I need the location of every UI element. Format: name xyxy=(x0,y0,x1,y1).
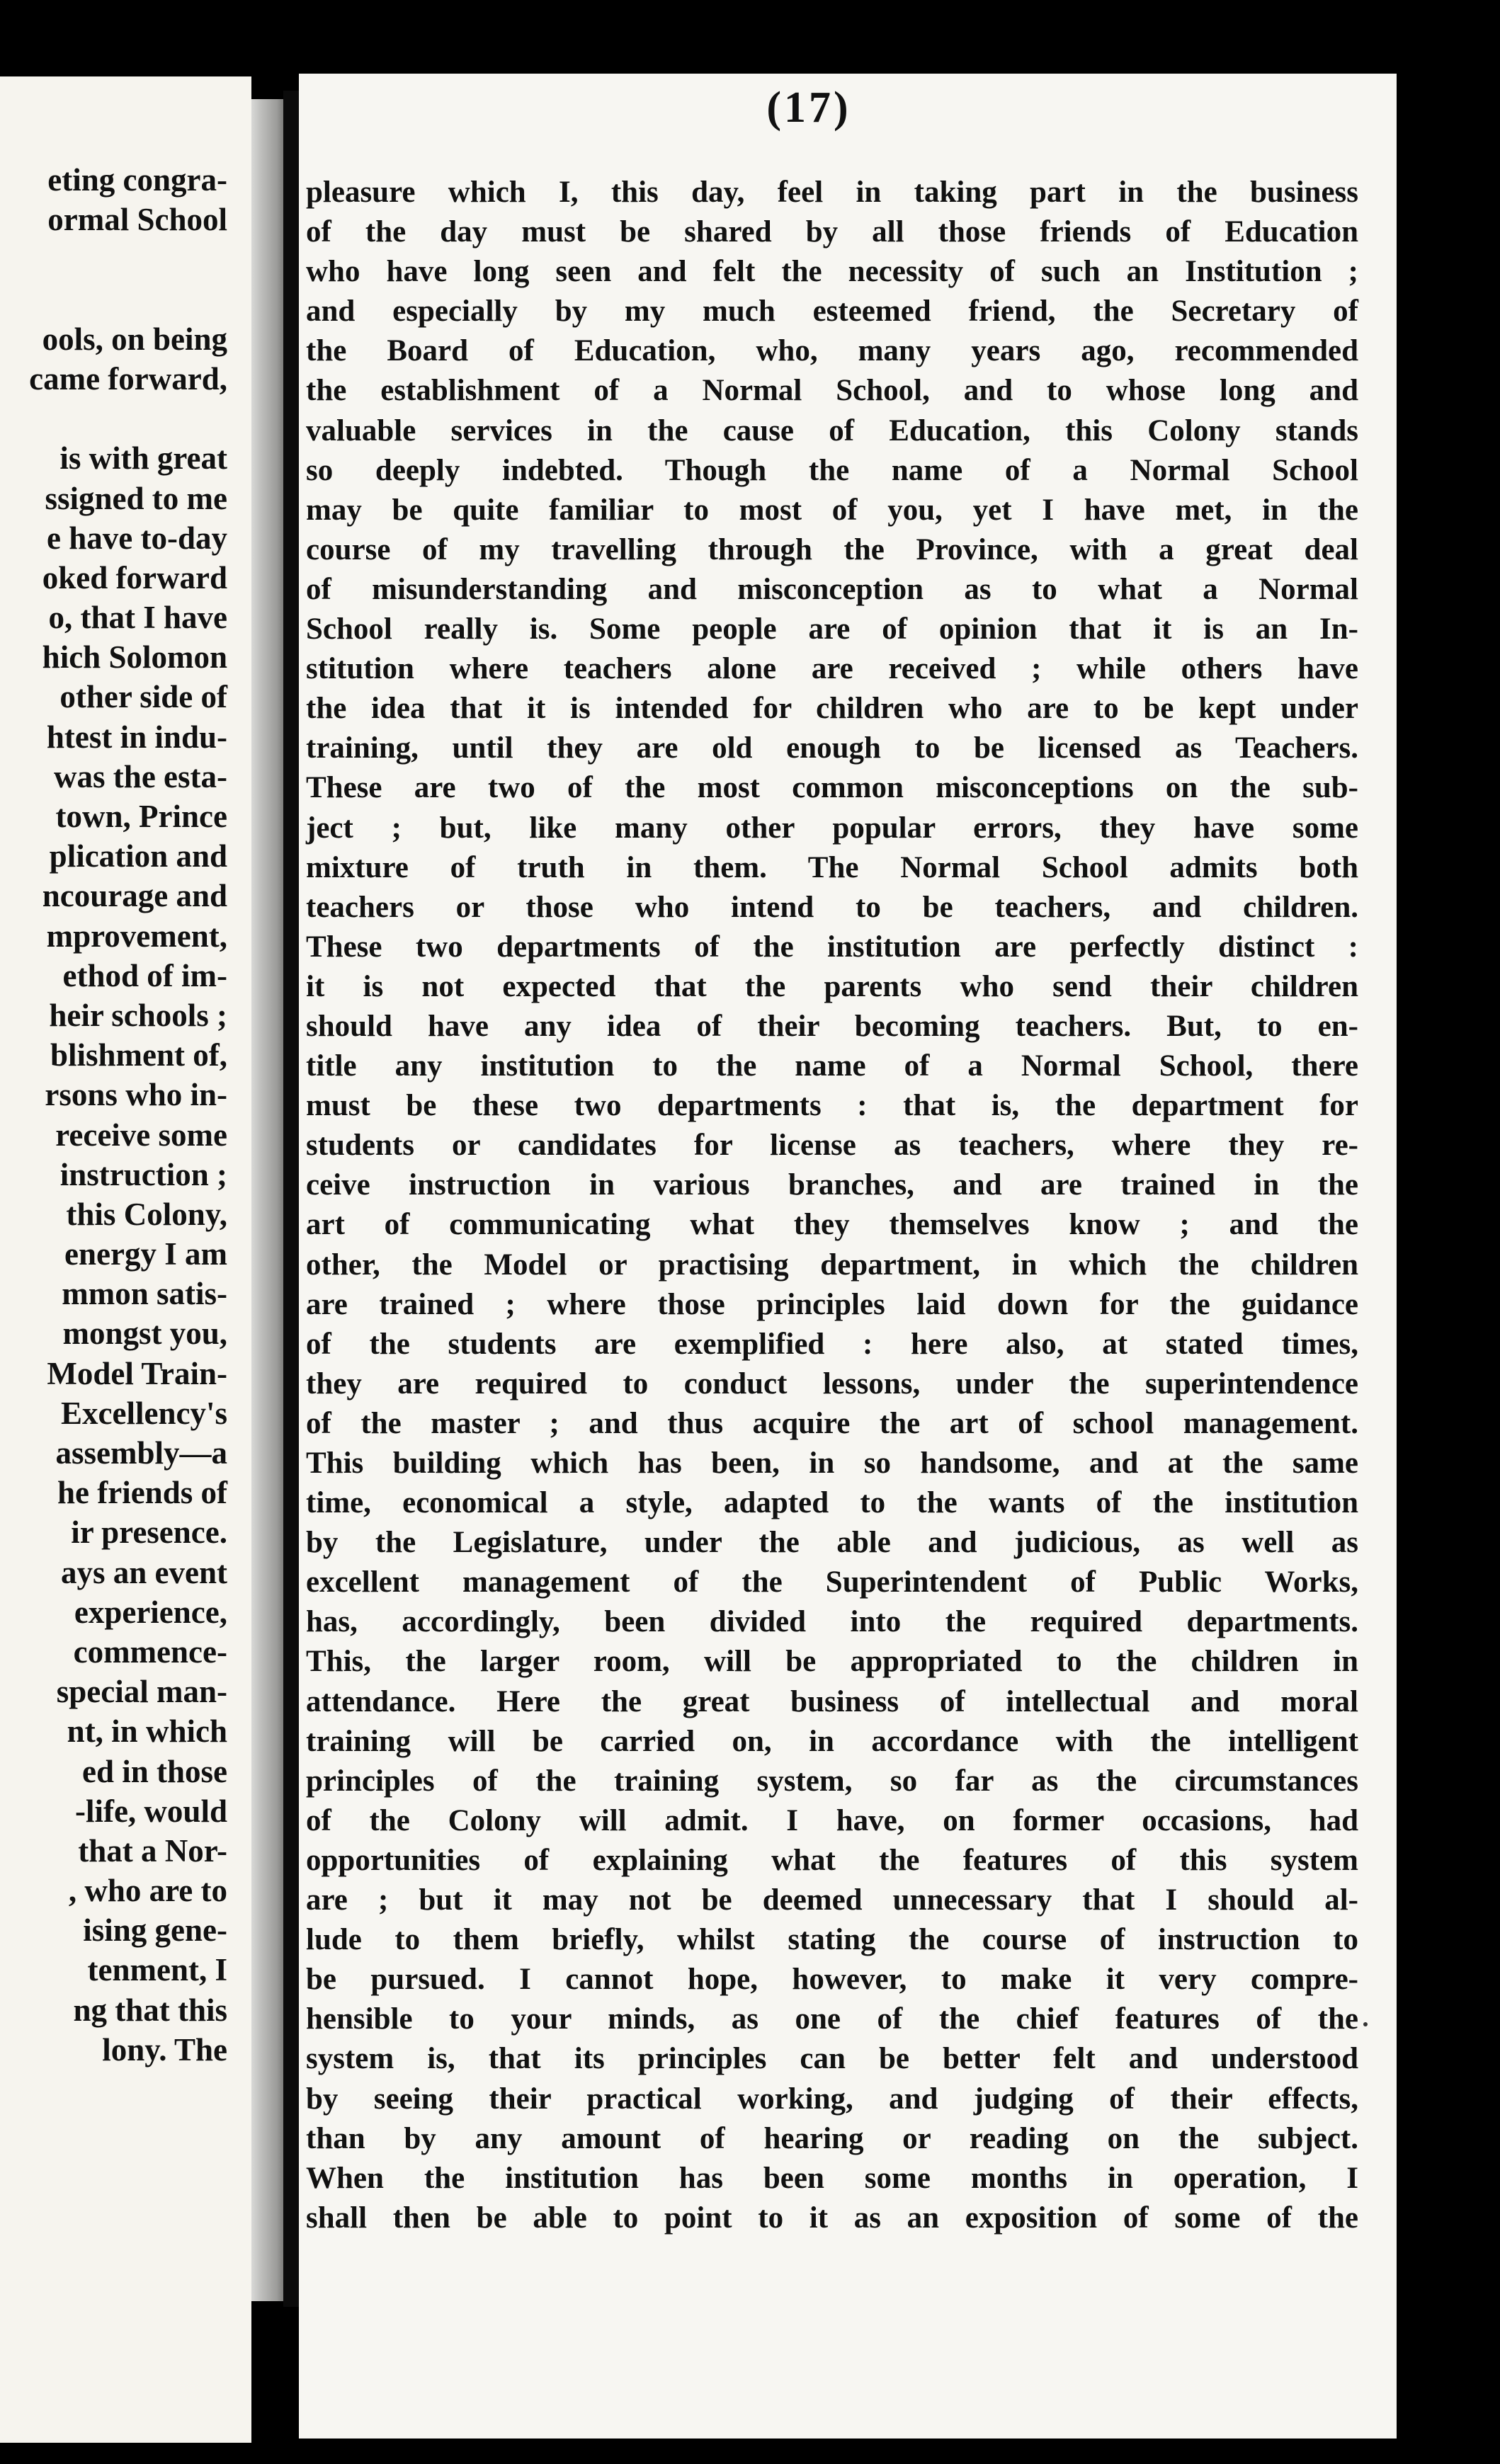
left-page-line: assembly—a xyxy=(55,1435,227,1471)
left-page-line: ncourage and xyxy=(42,878,227,914)
left-page-line: mongst you, xyxy=(62,1316,227,1352)
left-page-line xyxy=(29,239,227,279)
body-line: training will be carried on, in accordance with the intelligent xyxy=(306,1724,1358,1758)
left-page-line: plication and xyxy=(49,838,227,874)
body-line: than by any amount of hearing or reading on the subject. xyxy=(306,2121,1358,2155)
left-page-line: ssigned to me xyxy=(45,480,227,516)
left-page-line: heir schools ; xyxy=(49,997,227,1033)
left-page-line: ng that this xyxy=(73,1992,227,2028)
left-page-line: rsons who in- xyxy=(45,1077,227,1113)
left-page-line: , who are to xyxy=(68,1873,227,1909)
body-line: pleasure which I, this day, feel in taking part in the business xyxy=(306,176,1358,209)
body-line: they are required to conduct lessons, under the superintendence xyxy=(306,1367,1358,1401)
body-line: has, accordingly, been divided into the required departments. xyxy=(306,1605,1358,1639)
body-line: and especially by my much esteemed friend, the Secretary of xyxy=(306,295,1358,329)
left-page-line xyxy=(29,280,227,319)
body-line: teachers or those who intend to be teachers, and children. xyxy=(306,890,1358,924)
body-line: it is not expected that the parents who send their children xyxy=(306,969,1358,1003)
body-line: attendance. Here the great business of intellectual and moral xyxy=(306,1684,1358,1718)
left-page-line: Model Train- xyxy=(47,1355,227,1391)
left-page-line: other side of xyxy=(59,679,227,715)
body-line: valuable services in the cause of Education, this Colony stands xyxy=(306,413,1358,447)
body-line: hensible to your minds, as one of the chief features of the xyxy=(306,2002,1358,2036)
body-line: opportunities of explaining what the features of this system xyxy=(306,1843,1358,1877)
left-page-line: was the esta- xyxy=(54,758,227,794)
body-line: These are two of the most common misconceptions on the sub- xyxy=(306,771,1358,805)
left-page-line: instruction ; xyxy=(59,1156,227,1192)
left-page-line: tenment, I xyxy=(87,1952,227,1988)
body-line: shall then be able to point to it as an exposition of some of the xyxy=(306,2201,1358,2235)
body-line: These two departments of the institution are perfectly distinct : xyxy=(306,930,1358,964)
body-line: training, until they are old enough to be licensed as Teachers. xyxy=(306,731,1358,765)
left-page-line: receive some xyxy=(55,1117,227,1153)
left-page-line: ir presence. xyxy=(71,1515,227,1551)
left-page-line: blishment of, xyxy=(50,1037,227,1073)
left-page-line: ed in those xyxy=(81,1753,227,1789)
body-line: the idea that it is intended for children who are to be kept under xyxy=(306,692,1358,726)
body-line: who have long seen and felt the necessity of such an Institution ; xyxy=(306,255,1358,289)
left-page-line: he friends of xyxy=(57,1475,227,1511)
body-line: art of communicating what they themselves know ; and the xyxy=(306,1208,1358,1242)
body-line: time, economical a style, adapted to the wants of the institution xyxy=(306,1486,1358,1520)
left-page-line: o, that I have xyxy=(48,600,227,636)
body-line: by the Legislature, under the able and judicious, as well as xyxy=(306,1526,1358,1560)
left-page-line xyxy=(29,399,227,438)
left-page-line: ethod of im- xyxy=(62,957,227,993)
body-line: stitution where teachers alone are received ; while others have xyxy=(306,652,1358,686)
left-page-line: ools, on being xyxy=(42,321,227,357)
left-page-line: this Colony, xyxy=(66,1196,227,1232)
left-page-line: ormal School xyxy=(47,202,227,238)
left-page-line: oked forward xyxy=(42,559,227,595)
body-line: of misunderstanding and misconception as to what a Normal xyxy=(306,572,1358,606)
left-page-line: hich Solomon xyxy=(42,639,227,675)
left-page-line: ays an event xyxy=(61,1554,227,1590)
body-line: excellent management of the Superintendent of Public Works, xyxy=(306,1565,1358,1599)
left-page-line: experience, xyxy=(74,1594,227,1630)
left-page-line: htest in indu- xyxy=(46,719,227,755)
body-line: other, the Model or practising department, in which the children xyxy=(306,1248,1358,1282)
body-line: the Board of Education, who, many years ago, recommended xyxy=(306,334,1358,368)
body-line: lude to them briefly, whilst stating the course of instruction to xyxy=(306,1923,1358,1957)
left-page-line: town, Prince xyxy=(55,799,227,834)
body-line: ceive instruction in various branches, and are trained in the xyxy=(306,1168,1358,1202)
body-line: School really is. Some people are of opinion that it is an In- xyxy=(306,612,1358,646)
body-line: be pursued. I cannot hope, however, to make it very compre- xyxy=(306,1963,1358,1997)
left-page-text xyxy=(29,160,227,2070)
left-page-line: ising gene- xyxy=(83,1912,227,1949)
body-line: This building which has been, in so handsome, and at the same xyxy=(306,1447,1358,1480)
body-line: of the master ; and thus acquire the art of school management. xyxy=(306,1406,1358,1440)
left-page-line: mmon satis- xyxy=(62,1276,227,1312)
body-text xyxy=(299,173,1375,2238)
left-page-line: eting congra- xyxy=(47,162,227,198)
body-line: principles of the training system, so far as the circumstances xyxy=(306,1764,1358,1798)
body-line: of the Colony will admit. I have, on former occasions, had xyxy=(306,1803,1358,1837)
body-line: by seeing their practical working, and judging of their effects, xyxy=(306,2082,1358,2116)
left-page-line: commence- xyxy=(73,1633,227,1670)
body-line: title any institution to the name of a Normal School, there xyxy=(306,1049,1358,1083)
body-line: system is, that its principles can be better felt and understood xyxy=(306,2042,1358,2076)
body-line: so deeply indebted. Though the name of a Normal School xyxy=(306,453,1358,487)
right-page xyxy=(299,74,1397,2439)
body-line: course of my travelling through the Province, with a great deal xyxy=(306,532,1358,566)
body-line: the establishment of a Normal School, and to whose long and xyxy=(306,374,1358,408)
body-line: are ; but it may not be deemed unnecessary that I should al- xyxy=(306,1883,1358,1917)
body-line: should have any idea of their becoming teachers. But, to en- xyxy=(306,1009,1358,1043)
body-line: may be quite familiar to most of you, yet I have met, in the xyxy=(306,493,1358,527)
body-line: are trained ; where those principles laid down for the guidance xyxy=(306,1287,1358,1321)
left-page-line: Excellency's xyxy=(61,1395,227,1431)
left-page-line: came forward, xyxy=(29,360,227,397)
left-page-line: e have to-day xyxy=(47,520,227,556)
page-number: (17) xyxy=(766,84,851,132)
left-page-line: special man- xyxy=(56,1674,227,1710)
left-page-line: mprovement, xyxy=(46,918,227,954)
body-line: ject ; but, like many other popular errors, they have some xyxy=(306,811,1358,845)
body-line: This, the larger room, will be appropriated to the children in xyxy=(306,1645,1358,1679)
left-page-line: lony. The xyxy=(102,2031,227,2067)
body-line: of the students are exemplified : here also, at stated times, xyxy=(306,1327,1358,1361)
left-page-line: that a Nor- xyxy=(78,1832,227,1869)
body-line: must be these two departments : that is, the department for xyxy=(306,1089,1358,1123)
left-page-line: energy I am xyxy=(64,1236,227,1272)
body-line: mixture of truth in them. The Normal School admits both xyxy=(306,850,1358,884)
scan-speck xyxy=(1363,2022,1368,2026)
left-page-fragment xyxy=(0,76,251,2443)
body-line: of the day must be shared by all those friends of Education xyxy=(306,215,1358,249)
left-page-line: is with great xyxy=(59,440,227,477)
body-line: students or candidates for license as teachers, where they re- xyxy=(306,1129,1358,1163)
left-page-line: nt, in which xyxy=(67,1713,227,1750)
body-line: When the institution has been some months in operation, I xyxy=(306,2161,1358,2195)
left-page-line: -life, would xyxy=(74,1793,227,1829)
